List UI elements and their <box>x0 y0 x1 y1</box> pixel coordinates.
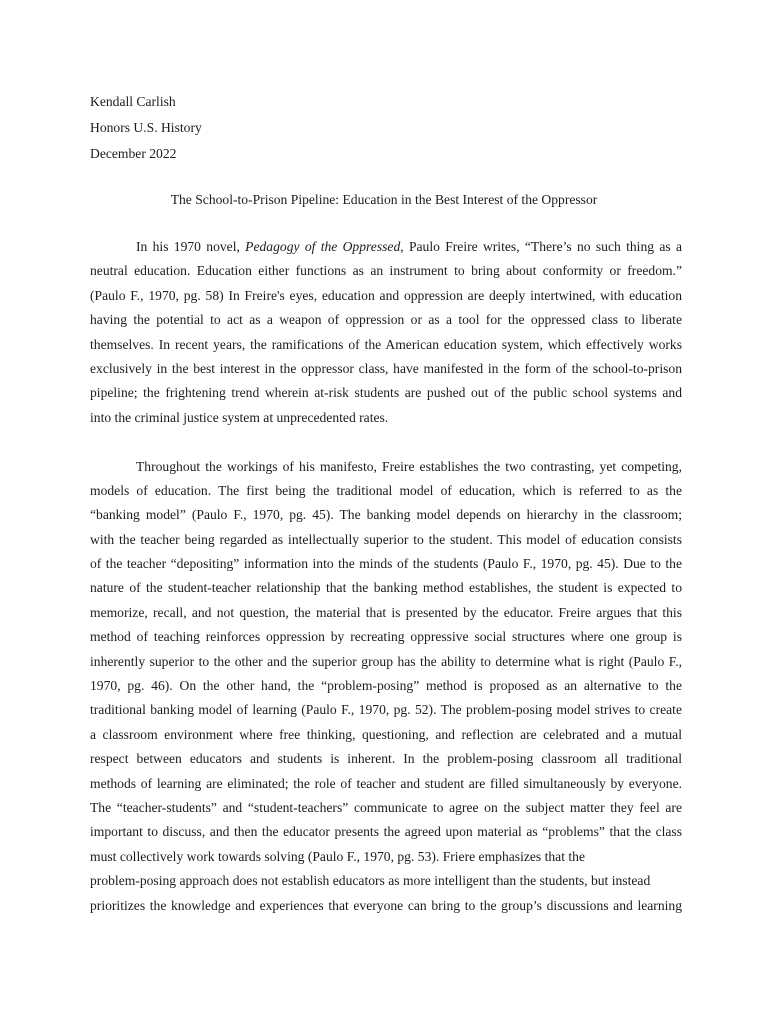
text-line: traditional banking model of learning (Paulo F., 1970, pg. 52). The problem-posing model strives to create <box>90 702 682 718</box>
paragraph-2 <box>90 455 682 918</box>
course-name: Honors U.S. History <box>90 120 202 135</box>
paragraph-1 <box>90 235 682 430</box>
text-line: with the teacher being regarded as intellectually superior to the student. This model of education consists <box>90 531 682 547</box>
text-line: prioritizes the knowledge and experiences that everyone can bring to the group’s discussions and learning <box>90 897 682 913</box>
text-line: 1970, pg. 46). On the other hand, the “problem-posing” method is proposed as an alternative to the <box>90 678 682 694</box>
text-line: pipeline; the frightening trend wherein at-risk students are pushed out of the public school systems and <box>90 385 682 401</box>
essay-title: The School-to-Prison Pipeline: Education in the Best Interest of the Oppressor <box>170 192 598 207</box>
text-line: models of education. The first being the traditional model of education, which is referred to as the <box>90 482 682 498</box>
text-line: memorize, recall, and not question, the material that is presented by the educator. Freire argues that this <box>90 604 682 620</box>
book-title: Pedagogy of the Oppressed <box>245 239 401 254</box>
text-line: important to discuss, and then the educator presents the agreed upon material as “problems” that the class <box>90 824 682 840</box>
text-line: exclusively in the best interest in the oppressor class, have manifested in the form of the school-to-prison <box>90 360 682 376</box>
text-line: (Paulo F., 1970, pg. 58) In Freire's eyes, education and oppression are deeply intertwined, with education <box>90 287 682 303</box>
text-line: nature of the student-teacher relationship that the banking method establishes, the student is expected to <box>90 580 682 596</box>
author-name: Kendall Carlish <box>90 94 176 109</box>
text-line: respect between educators and students is inherent. In the problem-posing classroom all traditional <box>90 751 682 767</box>
text-run: , Paulo Freire writes, “There’s no such thing as a <box>400 239 682 254</box>
text-line: problem-posing approach does not establish educators as more intelligent than the students, but instead <box>90 873 651 889</box>
text-line: a classroom environment where free thinking, questioning, and reflection are celebrated and a mutual <box>90 726 682 742</box>
text-line: neutral education. Education either functions as an instrument to bring about conformity or freedom.” <box>90 263 682 279</box>
text-line: must collectively work towards solving (Paulo F., 1970, pg. 53). Friere emphasizes that the <box>90 848 585 864</box>
text-line: method of teaching reinforces oppression by recreating oppressive social structures where one group is <box>90 629 682 645</box>
text-line: of the teacher “depositing” information into the minds of the students (Paulo F., 1970, pg. 45). Due to the <box>90 556 682 572</box>
text-line: inherently superior to the other and the superior group has the ability to determine what is right (Paulo F., <box>90 653 682 669</box>
text-line: The “teacher-students” and “student-teachers” communicate to agree on the subject matter they feel are <box>90 799 682 815</box>
text-line: Throughout the workings of his manifesto, Freire establishes the two contrasting, yet competing, <box>136 458 682 474</box>
text-line: “banking model” (Paulo F., 1970, pg. 45). The banking model depends on hierarchy in the classroom; <box>90 507 682 523</box>
essay-body <box>90 235 682 918</box>
essay-header <box>90 89 202 167</box>
text-line <box>90 235 682 259</box>
text-run: In his 1970 novel, <box>136 239 246 254</box>
essay-date: December 2022 <box>90 146 177 161</box>
text-line: methods of learning are eliminated; the role of teacher and student are filled simultaneously by everyone. <box>90 775 682 791</box>
text-line: having the potential to act as a weapon of oppression or as a tool for the oppressed class to liberate <box>90 312 682 328</box>
text-line: themselves. In recent years, the ramifications of the American education system, which effectively works <box>90 336 682 352</box>
text-line: into the criminal justice system at unprecedented rates. <box>90 409 389 425</box>
